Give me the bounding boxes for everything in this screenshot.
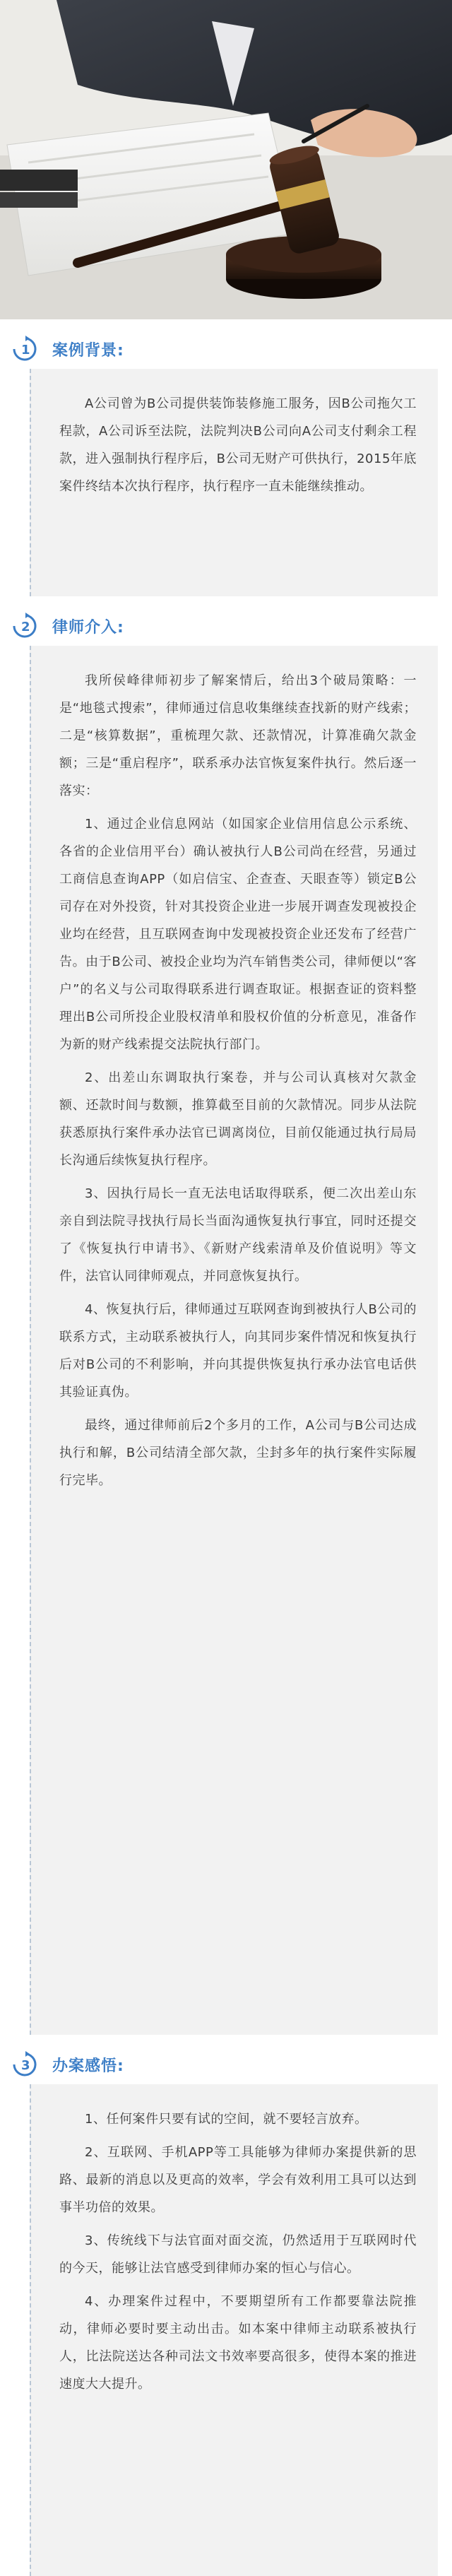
paragraph: 我所侯峰律师初步了解案情后，给出3个破局策略：一是“地毯式搜索”，律师通过信息收集继续查找新的财产线索；二是“核算数据”，重梳理欠款、还款情况，计算准确欠款金额；三是“重启程序”，联系承办法官恢复案件执行。然后逐一落实： (59, 673, 417, 798)
number-badge-icon (10, 2050, 38, 2077)
gavel-icon (0, 0, 452, 319)
hero-image (0, 0, 452, 319)
section-header-background (0, 332, 452, 365)
section-title: 律师介入: (52, 619, 124, 637)
paragraph: A公司曾为B公司提供装饰装修施工服务，因B公司拖欠工程款，A公司诉至法院，法院判决B公司向A公司支付剩余工程款，进入强制执行程序后，B公司无财产可供执行，2015年底案件终结本次执行程序，执行程序一直未能继续推动。 (59, 396, 417, 494)
paragraph: 2、出差山东调取执行案卷，并与公司认真核对欠款金额、还款时间与数额，推算截至目前的欠款情况。同步从法院获悉原执行案件承办法官已调离岗位，目前仅能通过执行局局长沟通后续恢复执行程序。 (59, 1070, 417, 1168)
paragraph: 4、办理案件过程中，不要期望所有工作都要靠法院推动，律师必要时要主动出击。如本案中律师主动联系被执行人，比法院送达各种司法文书效率要高很多，使得本案的推进速度大大提升。 (59, 2294, 417, 2392)
section-header-insights (0, 2048, 452, 2080)
section-title: 案例背景: (52, 342, 124, 360)
paragraph: 1、任何案件只要有试的空间，就不要轻言放弃。 (85, 2112, 368, 2127)
section-title: 办案感悟: (52, 2057, 124, 2075)
section-body-insights (30, 2084, 438, 2576)
paragraph: 3、因执行局长一直无法电话取得联系，便二次出差山东亲自到法院寻找执行局长当面沟通恢复执行事宜，同时还提交了《恢复执行申请书》、《新财产线索清单及价值说明》等文件，法官认同律师观点，并同意恢复执行。 (59, 1186, 417, 1284)
number-badge-icon (10, 335, 38, 362)
number-badge-icon (10, 612, 38, 639)
section-number: 2 (21, 620, 30, 634)
section-header-lawyer (0, 609, 452, 642)
section-body-background (30, 369, 438, 596)
paragraph: 4、恢复执行后，律师通过互联网查询到被执行人B公司的联系方式，主动联系被执行人，向其同步案件情况和恢复执行后对B公司的不利影响，并向其提供恢复执行承办法官电话供其验证真伪。 (59, 1302, 417, 1400)
paragraph: 3、传统线下与法官面对面交流，仍然适用于互联网时代的今天，能够让法官感受到律师办案的恒心与信心。 (59, 2233, 417, 2276)
section-body-lawyer (30, 646, 438, 2035)
section-number: 1 (21, 343, 30, 358)
paragraph: 2、互联网、手机APP等工具能够为律师办案提供新的思路、最新的消息以及更高的效率，学会有效利用工具可以达到事半功倍的效果。 (59, 2145, 417, 2215)
paragraph: 1、通过企业信息网站（如国家企业信用信息公示系统、各省的企业信用平台）确认被执行人B公司尚在经营，另通过工商信息查询APP（如启信宝、企查查、天眼查等）锁定B公司存在对外投资，针对其投资企业进一步展开调查发现被投企业均在经营，且互联网查询中发现被投资企业还发布了经营广告。由于B公司、被投企业均为汽车销售类公司，律师便以“客户”的名义与公司取得联系进行调查取证。根据查证的资料整理出B公司所投企业股权清单和股权价值的分析意见，准备作为新的财产线索提交法院执行部门。 (59, 817, 417, 1052)
section-number: 3 (21, 2058, 30, 2073)
paragraph: 最终，通过律师前后2个多月的工作，A公司与B公司达成执行和解，B公司结清全部欠款，尘封多年的执行案件实际履行完毕。 (59, 1418, 417, 1488)
